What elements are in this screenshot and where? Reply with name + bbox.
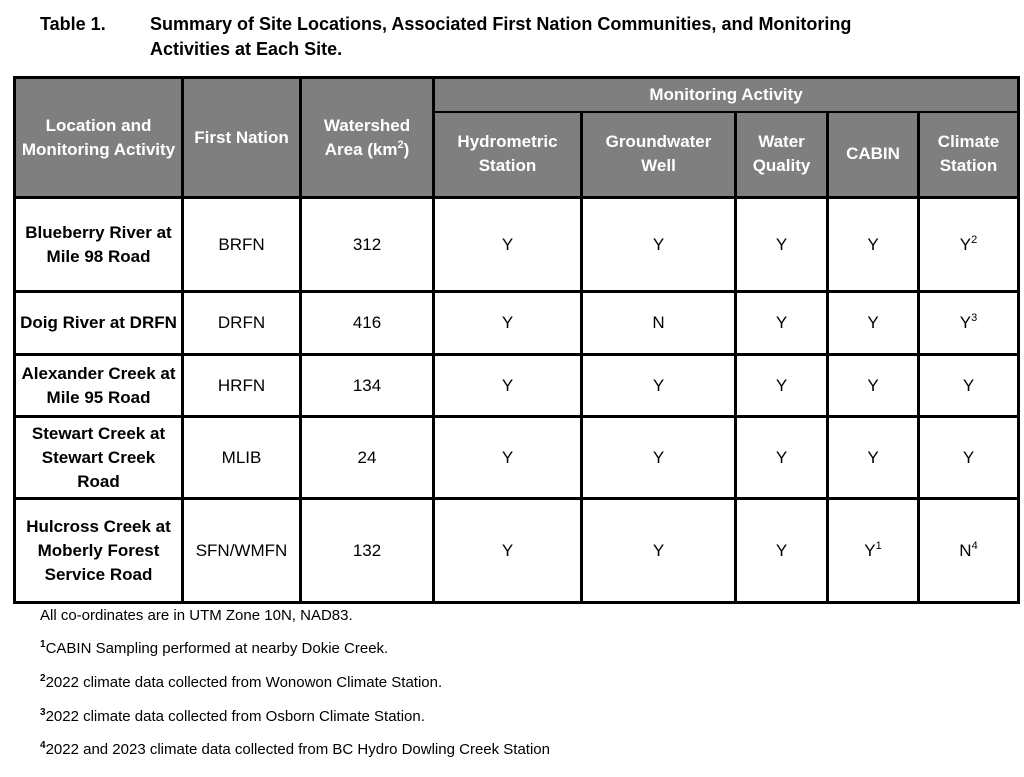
- climate-footnote-mark: 2: [971, 233, 978, 246]
- cell-area: 312: [301, 198, 434, 292]
- table-row: [15, 499, 1019, 603]
- cell-area: 24: [301, 417, 434, 499]
- cell-climate: [919, 355, 1019, 417]
- cell-groundwater: Y: [582, 499, 736, 603]
- cell-area: 132: [301, 499, 434, 603]
- footnote-3-mark: 3: [40, 707, 46, 718]
- footnote-3-text: 2022 climate data collected from Osborn Climate Station.: [45, 708, 425, 725]
- header-climate: Climate Station: [919, 112, 1019, 198]
- cell-first-nation: HRFN: [183, 355, 301, 417]
- cell-location: Doig River at DRFN: [15, 292, 183, 355]
- cell-water-quality: Y: [736, 292, 828, 355]
- header-location: Location and Monitoring Activity: [15, 78, 183, 198]
- cell-first-nation: DRFN: [183, 292, 301, 355]
- cabin-value: Y: [864, 540, 876, 560]
- footnote-1-text: CABIN Sampling performed at nearby Dokie Creek.: [45, 640, 389, 657]
- cell-location: Blueberry River at Mile 98 Road: [15, 198, 183, 292]
- cell-cabin: [828, 417, 919, 499]
- cabin-value: Y: [867, 447, 879, 467]
- cell-area: 416: [301, 292, 434, 355]
- header-hydrometric: Hydrometric Station: [434, 112, 582, 198]
- cell-water-quality: Y: [736, 198, 828, 292]
- footnote-3: [40, 708, 425, 725]
- cell-climate: [919, 198, 1019, 292]
- header-monitoring-activity: Monitoring Activity: [434, 78, 1019, 112]
- cell-hydrometric: Y: [434, 417, 582, 499]
- footnote-2: [40, 674, 442, 691]
- footnote-1-mark: 1: [40, 639, 46, 650]
- cell-first-nation: SFN/WMFN: [183, 499, 301, 603]
- header-cabin: CABIN: [828, 112, 919, 198]
- cell-cabin: [828, 292, 919, 355]
- cabin-value: Y: [867, 375, 879, 395]
- table-number: Table 1.: [40, 14, 106, 34]
- table-row: [15, 417, 1019, 499]
- header-first-nation: First Nation: [183, 78, 301, 198]
- cell-first-nation: BRFN: [183, 198, 301, 292]
- cabin-value: Y: [867, 313, 879, 332]
- cell-first-nation: MLIB: [183, 417, 301, 499]
- header-watershed-sup: 2: [397, 138, 404, 151]
- footnote-1: [40, 640, 388, 657]
- cell-climate: [919, 417, 1019, 499]
- table-row: [15, 292, 1019, 355]
- cell-hydrometric: Y: [434, 355, 582, 417]
- cell-location: Stewart Creek at Stewart Creek Road: [15, 417, 183, 499]
- cell-hydrometric: Y: [434, 198, 582, 292]
- cell-area: 134: [301, 355, 434, 417]
- cell-groundwater: Y: [582, 417, 736, 499]
- cell-groundwater: N: [582, 292, 736, 355]
- cell-cabin: [828, 355, 919, 417]
- cell-hydrometric: Y: [434, 499, 582, 603]
- note-coordinates: All co-ordinates are in UTM Zone 10N, NAD83.: [40, 607, 353, 624]
- climate-value: Y: [962, 375, 975, 395]
- cell-location: Hulcross Creek at Moberly Forest Service Road: [15, 499, 183, 603]
- climate-value: Y: [962, 447, 975, 467]
- header-water-quality: Water Quality: [736, 112, 828, 198]
- cell-climate: [919, 292, 1019, 355]
- footnote-2-text: 2022 climate data collected from Wonowon Climate Station.: [45, 674, 443, 691]
- table-row: [15, 355, 1019, 417]
- climate-value: Y: [959, 234, 972, 254]
- header-watershed-prefix: Watershed Area (km: [323, 115, 411, 159]
- table-row: [15, 198, 1019, 292]
- header-groundwater: Groundwater Well: [582, 112, 736, 198]
- header-watershed-suffix: ): [403, 139, 410, 159]
- cell-water-quality: Y: [736, 499, 828, 603]
- climate-value: N: [959, 540, 972, 560]
- cabin-value: Y: [867, 234, 879, 254]
- climate-value: Y: [959, 313, 972, 332]
- footnote-4-mark: 4: [40, 740, 46, 751]
- cell-climate: [919, 499, 1019, 603]
- cabin-footnote-mark: 1: [875, 539, 882, 552]
- cell-water-quality: Y: [736, 417, 828, 499]
- cell-hydrometric: Y: [434, 292, 582, 355]
- footnote-2-mark: 2: [40, 673, 46, 684]
- cell-groundwater: Y: [582, 355, 736, 417]
- cell-location: Alexander Creek at Mile 95 Road: [15, 355, 183, 417]
- cell-cabin: [828, 499, 919, 603]
- cell-groundwater: Y: [582, 198, 736, 292]
- table-title: Summary of Site Locations, Associated First Nation Communities, and Monitoring Activities at Each Site.: [150, 14, 852, 59]
- footnote-4-text: 2022 and 2023 climate data collected from BC Hydro Dowling Creek Station: [45, 741, 550, 758]
- cell-water-quality: Y: [736, 355, 828, 417]
- cell-cabin: [828, 198, 919, 292]
- climate-footnote-mark: 3: [971, 312, 978, 324]
- site-summary-table: [13, 76, 1020, 604]
- header-watershed-area: [301, 78, 434, 198]
- climate-footnote-mark: 4: [971, 539, 978, 552]
- footnote-4: [40, 741, 550, 758]
